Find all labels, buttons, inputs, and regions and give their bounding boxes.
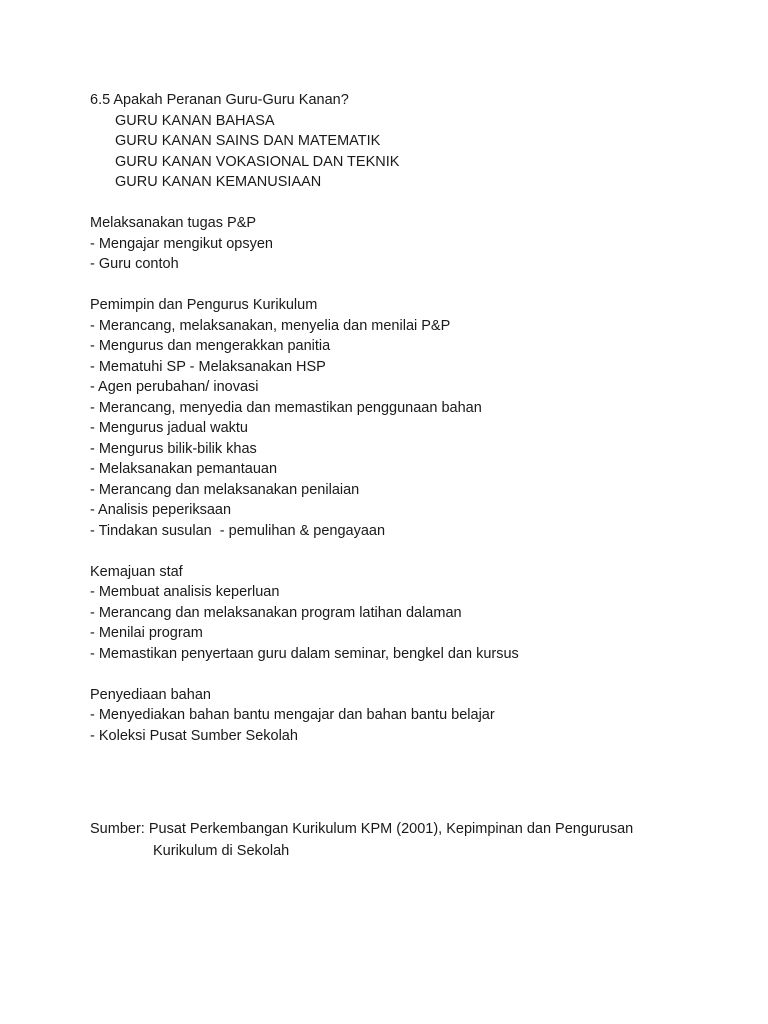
list-item: - Melaksanakan pemantauan	[90, 461, 278, 477]
list-item: - Merancang dan melaksanakan program latihan dalaman	[90, 604, 462, 621]
guru-kanan-item: GURU KANAN VOKASIONAL DAN TEKNIK	[115, 153, 400, 170]
list-item: - Membuat analisis keperluan	[90, 584, 280, 600]
list-item: - Menyediakan bahan bantu mengajar dan bahan bantu belajar	[90, 707, 495, 723]
section-heading: 6.5 Apakah Peranan Guru-Guru Kanan?	[90, 92, 349, 108]
guru-kanan-item: GURU KANAN BAHASA	[115, 112, 275, 129]
source-line-continued: Kurikulum di Sekolah	[153, 843, 290, 859]
spacer	[90, 664, 730, 685]
section-title: Penyediaan bahan	[90, 686, 211, 703]
list-item: - Merancang dan melaksanakan penilaian	[90, 481, 360, 498]
section-kurikulum	[90, 295, 730, 541]
section-title: Melaksanakan tugas P&P	[90, 215, 257, 231]
document-content	[90, 90, 730, 862]
guru-kanan-item: GURU KANAN KEMANUSIAAN	[115, 174, 322, 190]
section-penyediaan-bahan	[90, 685, 730, 747]
list-item: - Merancang, melaksanakan, menyelia dan menilai P&P	[90, 317, 451, 334]
spacer	[90, 541, 730, 562]
list-item: - Mengurus bilik-bilik khas	[90, 440, 257, 457]
spacer	[90, 193, 730, 214]
guru-kanan-item: GURU KANAN SAINS DAN MATEMATIK	[115, 133, 381, 149]
spacer	[90, 275, 730, 296]
section-kemajuan-staf	[90, 562, 730, 665]
guru-kanan-list	[90, 111, 730, 193]
list-item: - Agen perubahan/ inovasi	[90, 379, 259, 395]
section-title: Pemimpin dan Pengurus Kurikulum	[90, 297, 318, 313]
section-title: Kemajuan staf	[90, 563, 183, 580]
list-item: - Mematuhi SP - Melaksanakan HSP	[90, 358, 326, 375]
list-item: - Menilai program	[90, 625, 203, 641]
list-item: - Mengurus dan mengerakkan panitia	[90, 338, 331, 354]
spacer	[90, 746, 730, 818]
list-item: - Memastikan penyertaan guru dalam seminar, bengkel dan kursus	[90, 645, 519, 662]
source-citation	[90, 818, 730, 862]
source-line: Sumber: Pusat Perkembangan Kurikulum KPM (2001), Kepimpinan dan Pengurusan	[90, 821, 634, 837]
section-pnp	[90, 213, 730, 275]
list-item: - Merancang, menyedia dan memastikan penggunaan bahan	[90, 399, 482, 416]
list-item: - Guru contoh	[90, 256, 179, 272]
list-item: - Tindakan susulan - pemulihan & pengayaan	[90, 522, 386, 539]
list-item: - Analisis peperiksaan	[90, 502, 232, 518]
list-item: - Mengurus jadual waktu	[90, 420, 248, 436]
list-item: - Mengajar mengikut opsyen	[90, 235, 273, 252]
list-item: - Koleksi Pusat Sumber Sekolah	[90, 727, 298, 744]
